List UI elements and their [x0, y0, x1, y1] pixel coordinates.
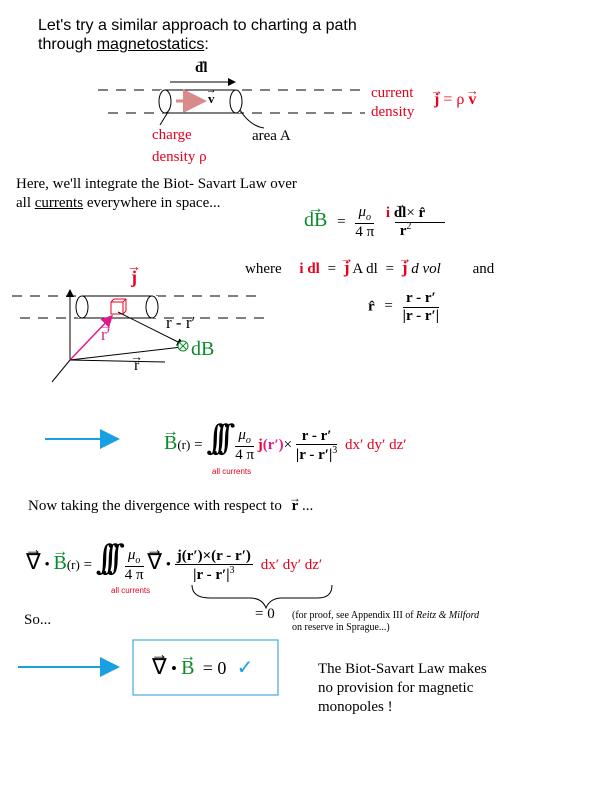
dB-text: dB: [191, 338, 215, 360]
field-denominator: |r - r′|: [295, 447, 333, 464]
underbrace: [192, 585, 332, 608]
intro-line-2: [38, 35, 357, 54]
nabla-symbol: → ∇: [26, 549, 41, 575]
rhat-equals: =: [384, 298, 393, 315]
div-exponent: 3: [229, 565, 235, 577]
i-symbol: i: [385, 204, 391, 221]
div-mu-over-4pi: [125, 547, 144, 584]
mu-sub: o: [365, 212, 371, 223]
field-times: ×: [283, 437, 293, 453]
v-label: [208, 91, 215, 107]
result-nabla: → ∇: [152, 654, 167, 680]
div-denominator: |r - r′|: [193, 567, 230, 584]
field-differentials: dx′ dy′ dz′: [345, 437, 407, 453]
equals-zero: = 0: [255, 606, 275, 622]
v-vector: → v: [208, 91, 215, 107]
intro-suffix: :: [204, 36, 209, 53]
charge-density-label: [152, 124, 207, 168]
r-vector: → r: [134, 357, 139, 375]
rhat-denominator: |r - r′|: [402, 307, 440, 324]
div-fraction: [175, 548, 253, 584]
intro-prefix: through: [38, 36, 97, 53]
conclusion-line-2: no provision for magnetic: [318, 680, 474, 696]
r-minus-text: r - r′: [166, 313, 196, 332]
field-equals: =: [194, 437, 203, 453]
conclusion-line-1: The Biot-Savart Law makes: [318, 661, 487, 677]
divergence-text: Now taking the divergence with respect to: [28, 498, 282, 514]
field-j-arg: (r′): [262, 437, 284, 453]
biot-fraction-bar: [395, 222, 445, 223]
triple-integral: ∫∫∫: [206, 418, 224, 458]
proof-book: Reitz & Milford: [416, 610, 480, 621]
div-B-symbol: → B: [53, 552, 66, 575]
dot-symbol: •: [44, 557, 50, 573]
j-vector: → j: [131, 267, 137, 288]
integrate-text: [16, 175, 297, 213]
field-mu-over-4pi: [235, 427, 254, 464]
field-all-currents: all currents: [212, 467, 252, 476]
field-exponent: 3: [332, 445, 338, 457]
dl-symbol: → dl: [394, 205, 407, 222]
result-equation: [152, 654, 253, 680]
v-symbol: → v: [468, 91, 476, 109]
j-symbol-1: → j: [344, 258, 350, 278]
i-dl-text: i dl: [299, 261, 320, 277]
proof-line-2: on reserve in Sprague...): [292, 622, 390, 633]
rhat-lhs: r̂: [368, 298, 375, 315]
r-minus-r-prime-label: [166, 313, 195, 333]
density-word: density: [371, 104, 415, 120]
result-equals-zero: = 0: [202, 658, 227, 678]
j-symbol: → j: [434, 91, 439, 109]
div-mu-sub: o: [135, 555, 141, 567]
r-prime-vector: → r′: [101, 325, 110, 345]
currents-word: currents: [34, 195, 84, 211]
dl-label: [195, 60, 208, 77]
j-symbol-2: → j: [402, 258, 408, 278]
wire-figure: [98, 82, 365, 128]
magnetostatics-word: magnetostatics: [96, 36, 205, 53]
div-four-pi: 4 π: [124, 567, 144, 584]
equals-1: =: [327, 261, 337, 277]
integrate-line-1: Here, we'll integrate the Biot- Savart Law over: [16, 176, 297, 192]
field-fraction: [296, 428, 337, 464]
current-word: current: [371, 85, 414, 101]
rhat-definition: [368, 290, 439, 324]
i-dl: [299, 261, 319, 277]
j-equals-rho-v: [434, 91, 476, 109]
charge-word: charge: [152, 127, 192, 143]
div-all-currents: all currents: [111, 586, 151, 595]
area-label: area A: [252, 128, 291, 144]
div-equals: =: [83, 557, 93, 573]
conclusion-note: [318, 660, 487, 717]
field-mu-sub: o: [245, 435, 251, 447]
rhat-symbol: r̂: [418, 204, 426, 221]
d-vol: d vol: [411, 261, 441, 277]
proof-note: [292, 610, 479, 634]
result-dot: •: [170, 659, 177, 678]
conclusion-line-3: monopoles !: [318, 699, 393, 715]
and-word: and: [472, 261, 495, 277]
j-label: [131, 267, 137, 288]
divergence-tail: ...: [298, 498, 314, 514]
r-prime-label: [101, 325, 110, 345]
div-differentials: dx′ dy′ dz′: [260, 557, 323, 573]
divergence-r: → r: [292, 498, 299, 515]
div-numerator: j(r′)×(r - r′): [176, 547, 251, 564]
r-exponent: 2: [406, 221, 412, 233]
div-B-argument: (r): [66, 557, 80, 572]
proof-line-1: [292, 610, 479, 622]
r-label: [134, 357, 139, 375]
integrate-suffix: everywhere in space...: [83, 195, 221, 211]
where-word: where: [245, 261, 282, 277]
where-line: [245, 258, 494, 278]
dot-symbol-2: •: [165, 557, 172, 573]
dB-symbol: → dB: [304, 209, 327, 232]
A-dl: A dl: [352, 261, 378, 277]
result-B: → B: [181, 657, 194, 680]
rho-symbol: = ρ: [443, 91, 465, 108]
integrate-prefix: all: [16, 195, 35, 211]
field-mu: μ: [238, 427, 246, 444]
dB-label: [191, 338, 214, 361]
density-rho-word: density ρ: [152, 149, 207, 165]
field-four-pi: 4 π: [235, 447, 255, 464]
nabla-symbol-2: → ∇: [147, 549, 162, 575]
divergence-intro: [28, 498, 313, 515]
check-icon: ✓: [236, 657, 254, 679]
four-pi: 4 π: [355, 224, 375, 240]
field-equation: [164, 418, 407, 464]
intro-text: [38, 16, 357, 54]
r-denominator: r: [399, 223, 407, 240]
intro-line-1: Let's try a similar approach to charting a path: [38, 17, 357, 34]
rhat-numerator: r - r′: [403, 290, 439, 308]
B-argument: (r): [177, 437, 191, 452]
current-density-label: [371, 84, 414, 122]
field-j: j: [257, 437, 263, 453]
dl-vector: → dl: [195, 60, 208, 77]
cross-symbol: ×: [406, 204, 415, 221]
field-numerator: r - r′: [296, 428, 337, 446]
div-mu: μ: [127, 547, 136, 564]
mu-over-4pi: [355, 204, 374, 241]
rhat-fraction: [403, 290, 439, 324]
equals-2: =: [385, 261, 395, 277]
equals-sign: =: [337, 213, 346, 230]
div-triple-integral: ∫∫∫: [95, 538, 113, 578]
integrate-line-2: [16, 194, 297, 213]
B-symbol: → B: [164, 432, 177, 455]
divergence-equation: [26, 538, 322, 584]
so-text: So...: [24, 612, 52, 628]
mu-symbol: μ: [358, 204, 366, 220]
proof-prefix: (for proof, see Appendix III of: [292, 610, 417, 621]
